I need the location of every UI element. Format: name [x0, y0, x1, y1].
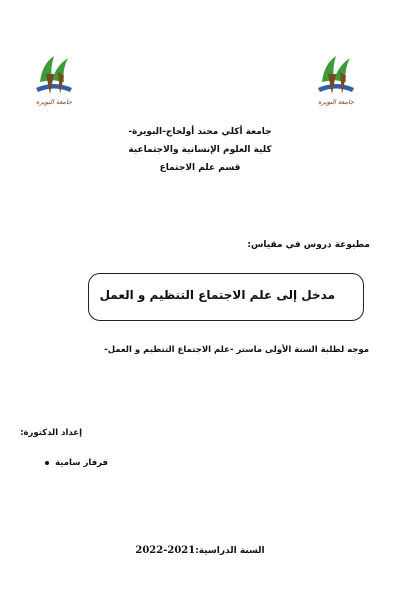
course-title-box — [88, 273, 364, 321]
prepared-by-label: إعداد الدكتورة: — [20, 428, 82, 438]
academic-year-label: السنة الدراسية: — [195, 546, 265, 556]
faculty-name: كلية العلوم الإنسانية والاجتماعية — [128, 145, 272, 155]
university-logo-left — [30, 50, 78, 108]
handout-label: مطبوعة دروس في مقياس: — [247, 240, 370, 250]
logo-caption-right: جامعة البويرة — [317, 98, 355, 106]
academic-year-value: 2022-2021 — [135, 545, 196, 556]
logo-caption-left: جامعة البويرة — [35, 98, 73, 106]
university-emblem-icon — [30, 50, 78, 108]
university-name: جامعة أكلي محند أولحاج-البويرة- — [128, 127, 272, 137]
university-logo-right — [312, 50, 360, 108]
author-list-item — [45, 458, 108, 468]
department-name: قسم علم الاجتماع — [159, 163, 241, 173]
course-title: مدخل إلى علم الاجتماع التنظيم و العمل — [99, 288, 335, 302]
bullet-icon — [45, 461, 49, 465]
university-emblem-icon — [312, 50, 360, 108]
author-name: فرفار سامية — [55, 458, 108, 468]
target-audience: موجه لطلبة السنة الأولى ماستر -علم الاجتماع التنظيم و العمل- — [104, 345, 369, 355]
academic-year — [0, 545, 400, 556]
